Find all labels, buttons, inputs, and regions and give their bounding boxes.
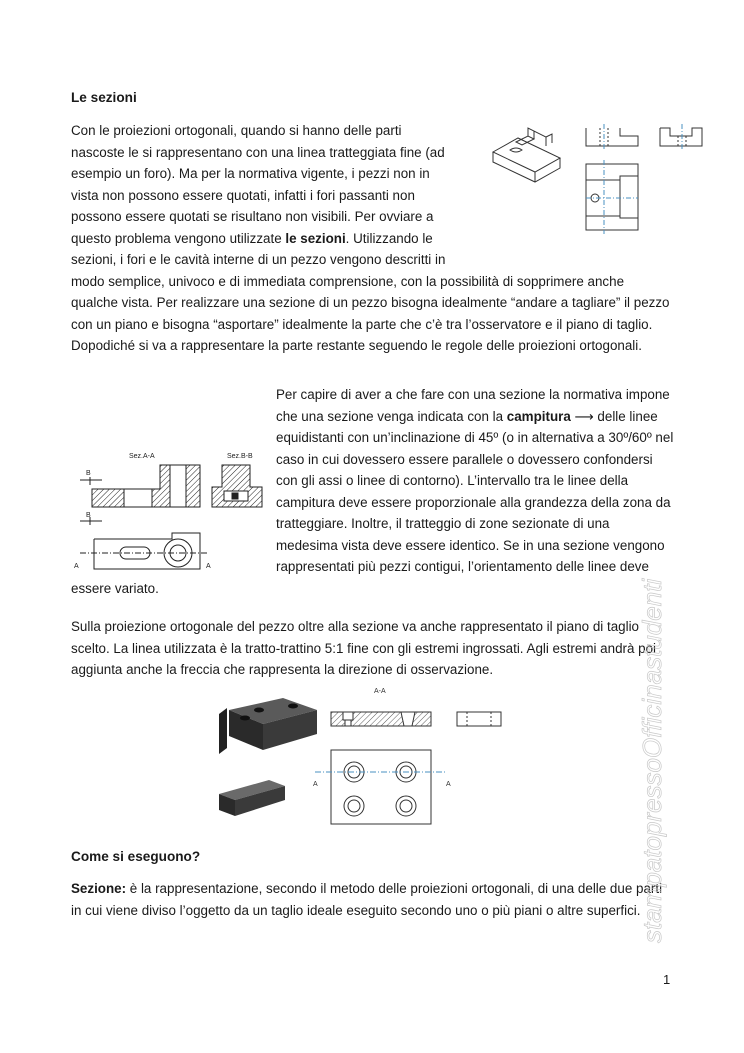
- top-view-plan-drawing: [80, 533, 207, 569]
- side-view-drawing: [660, 124, 702, 150]
- term-campitura: campitura: [506, 408, 571, 424]
- label-a-right: A: [206, 563, 211, 570]
- section-title-come-si-eseguono: Come si eseguono?: [71, 849, 201, 864]
- page-number: 1: [663, 972, 671, 987]
- top-view-drawing: [586, 160, 638, 234]
- label-a-left: A: [313, 781, 318, 788]
- label-b-bottom: B: [86, 512, 91, 519]
- term-le-sezioni: le sezioni: [285, 230, 346, 246]
- plan-view-plate-drawing: [315, 750, 445, 824]
- front-view-drawing: [586, 124, 638, 150]
- section-title-le-sezioni: Le sezioni: [71, 90, 137, 105]
- watermark-text: stampatopressoOfficinastudenti: [637, 578, 667, 943]
- section-bb-drawing: [212, 465, 262, 507]
- label-a-left: A: [74, 563, 79, 570]
- figure-piastra-quattro-fori: [215, 688, 505, 828]
- paragraph-sezioni-intro: Con le proiezioni ortogonali, quando si hanno delle parti nascoste le si rappresentano con una linea tratteggiata fine (ad esempio un foro). Ma per la normativa vigente, i pezzi non in vista non possono essere quotati, infatti i fori passanti non possono essere quotati se risultano non visibili. Per ovviare a questo problema vengono utilizzate le sezioni. Utilizzando le sezioni, i fori e le cavità interne di un pezzo vengono descritti in modo semplice, univoco e di immediata comprensione, con la possibilità di sopprimere anche qualche vista. Per realizzare una sezione di un pezzo bisogna idealmente “andare a tagliare” il pezzo con un piano e bisogna “asportare” idealmente la parte che c’è tra l’osservatore e il piano di taglio. Dopodiché si va a rappresentare la parte restante seguendo le regole delle proiezioni ortogonali.: [71, 123, 670, 353]
- section-aa-plate-drawing: [331, 712, 431, 726]
- label-aa: A-A: [374, 688, 386, 695]
- watermark-vertical: [637, 565, 667, 945]
- section-aa-drawing: [92, 465, 200, 507]
- side-view-plate-drawing: [457, 712, 501, 726]
- paragraph-definizione-sezione: Sezione: è la rappresentazione, secondo il metodo delle proiezioni ortogonali, di una delle due parti in cui viene diviso l’oggetto da un taglio ideale eseguito secondo uno o più piani o altre superfici.: [71, 881, 663, 918]
- isometric-plate-drawing: [219, 698, 317, 816]
- paragraph-piano-di-taglio: Sulla proiezione ortogonale del pezzo oltre alla sezione va anche rappresentato il piano di taglio scelto. La linea utilizzata è la tratto-trattino 5:1 fine con gli estremi ingrossati. Agli estremi andrà poi aggiunta anche la freccia che rappresenta la direzione di osservazione.: [71, 619, 657, 677]
- label-sez-bb: Sez.B-B: [227, 453, 253, 460]
- label-b-top: B: [86, 470, 91, 477]
- isometric-part-drawing: [493, 128, 560, 182]
- term-sezione: Sezione:: [71, 881, 127, 896]
- figure-sezioni-aa-bb: [72, 447, 272, 577]
- label-sez-aa: Sez.A-A: [129, 453, 155, 460]
- label-a-right: A: [446, 781, 451, 788]
- figure-pezzo-proiezioni: [488, 120, 703, 235]
- paragraph-campitura: Per capire di aver a che fare con una sezione la normativa impone che una sezione venga indicata con la campitura ⟶ delle linee equidistanti con un’inclinazione di 45º (o in alternativa a 30º/60º nel caso in cui dovessero essere parallele o dovessero confondersi con gli assi o linee di contorno). L’intervallo tra le linee della campitura deve essere proporzionale alla grandezza della zona da tratteggiare. Inoltre, il tratteggio di zone sezionate di una medesima vista deve essere identico. Se in una sezione vengono rappresentati più pezzi contigui, l’orientamento delle linee deve essere variato.: [71, 387, 674, 596]
